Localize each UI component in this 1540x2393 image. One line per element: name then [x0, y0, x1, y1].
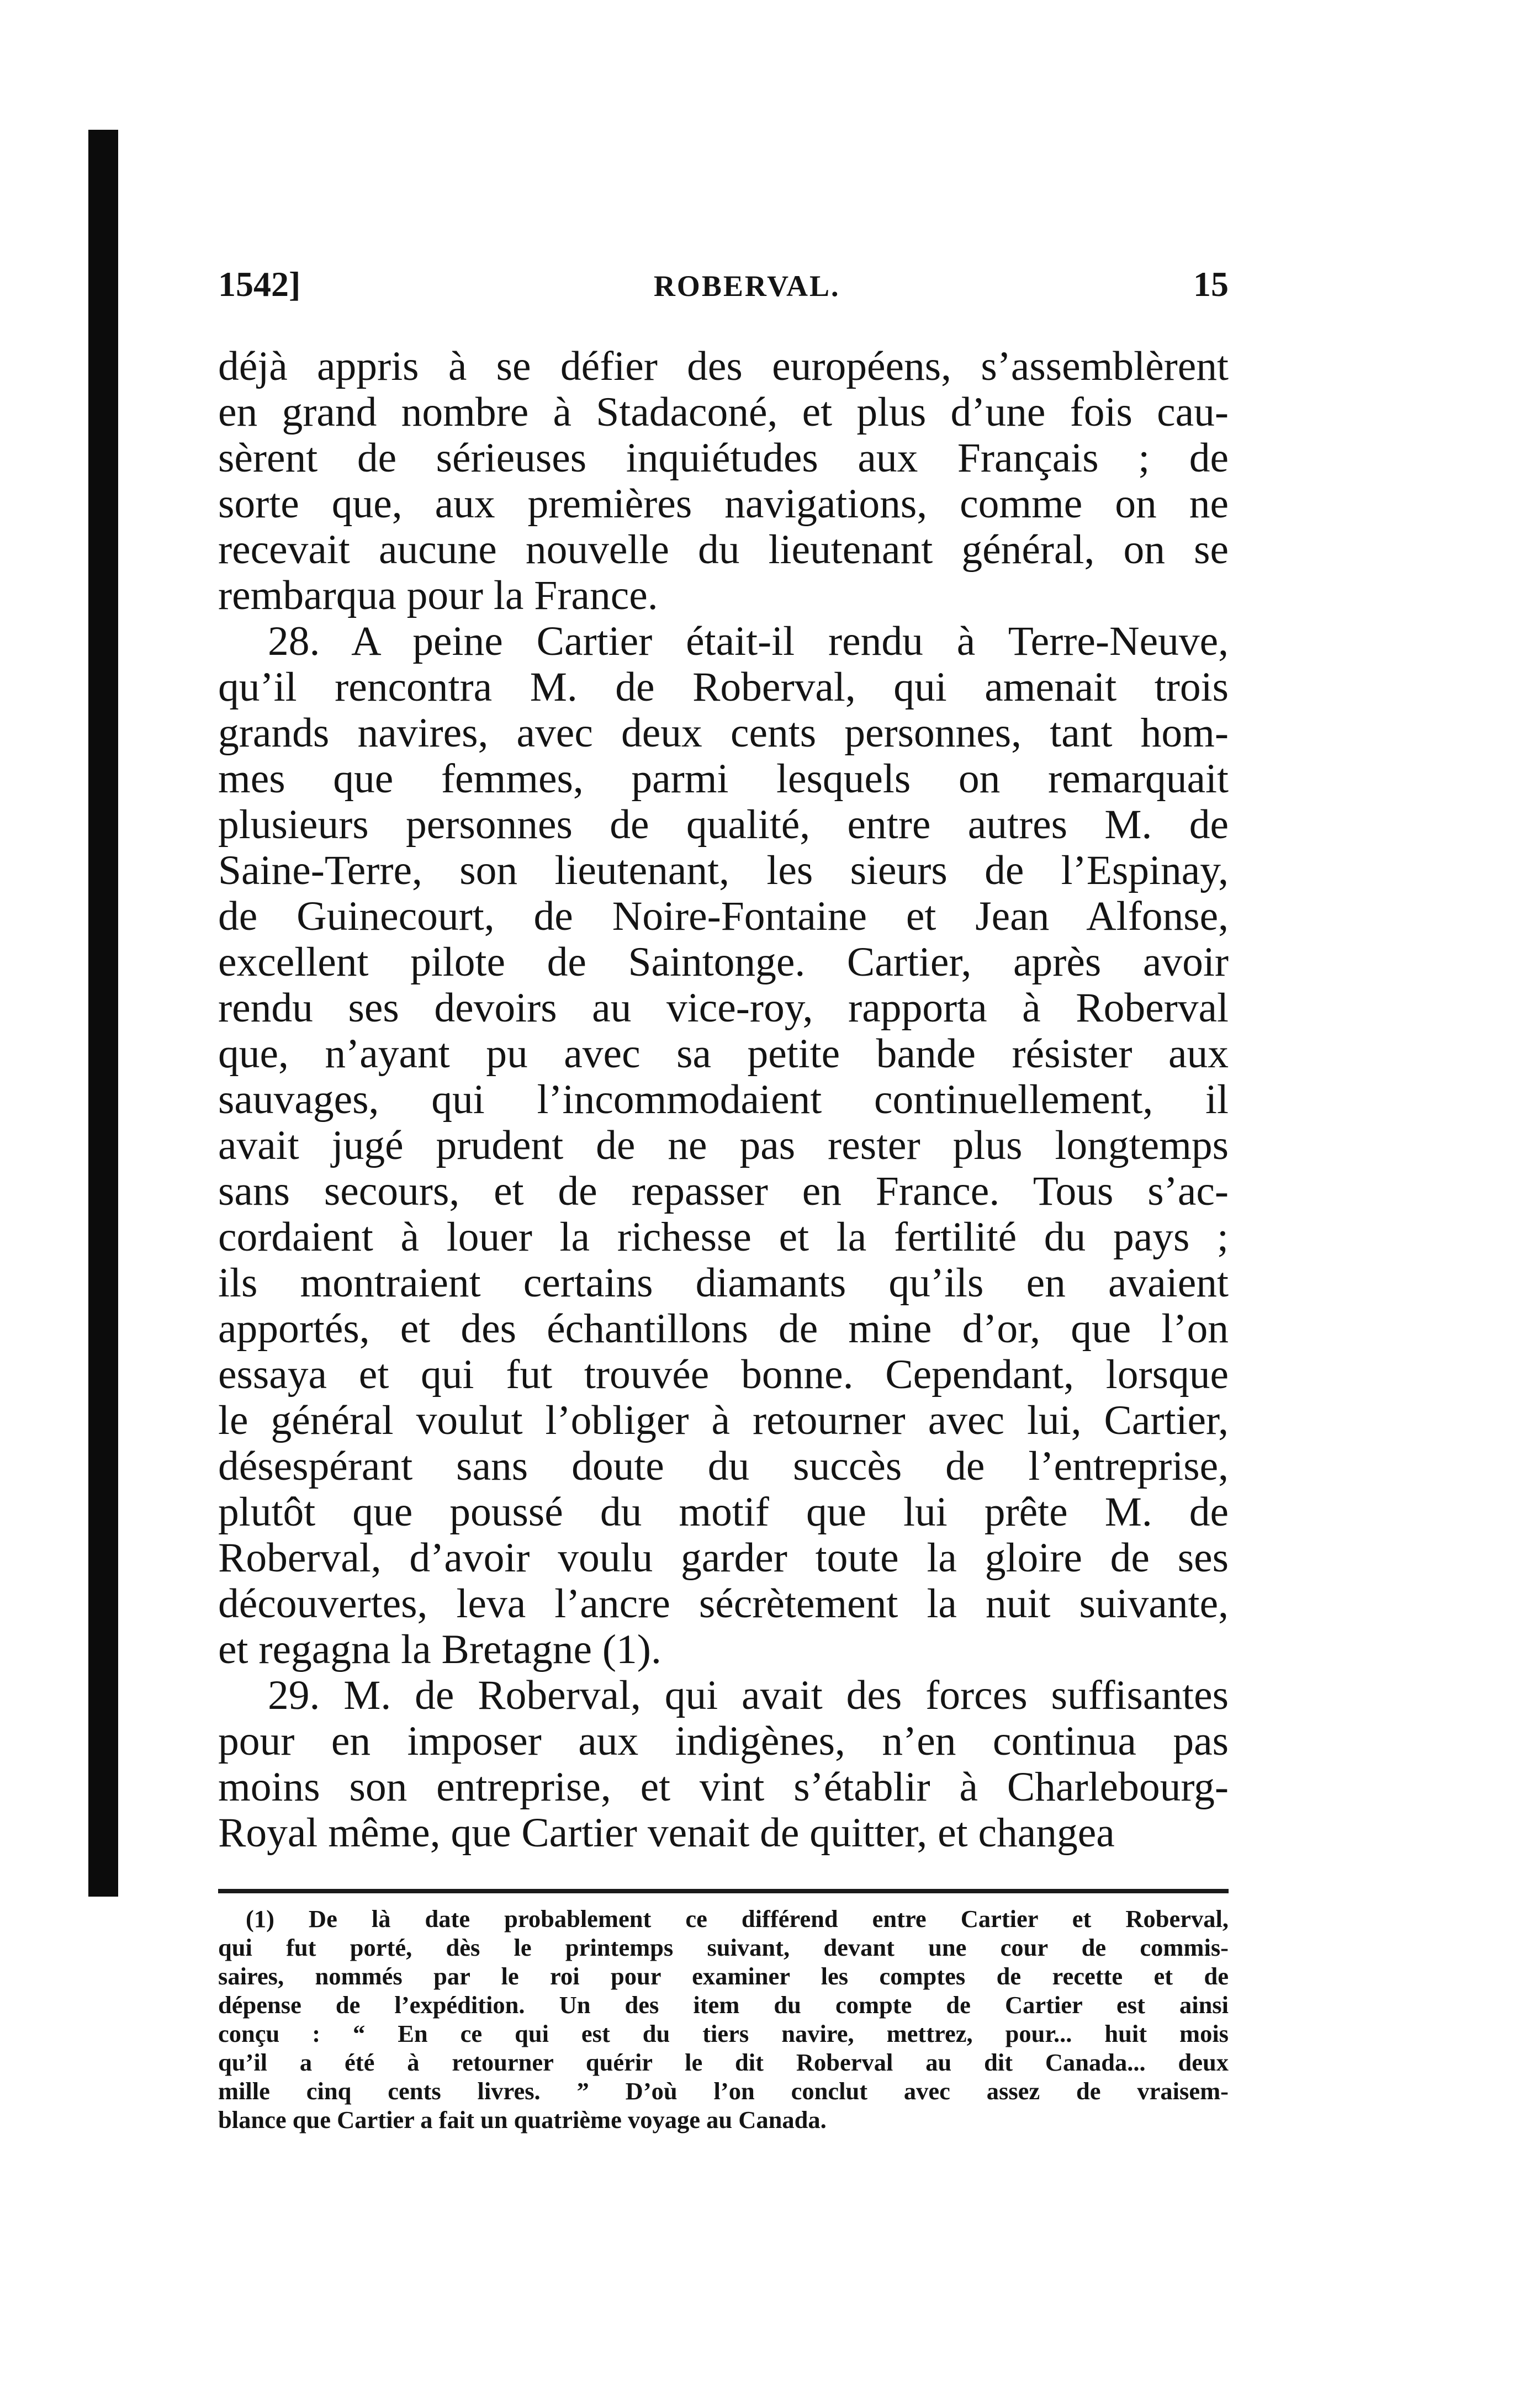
body-line: déjà appris à se défier des européens, s’assemblèrent: [218, 343, 1229, 389]
running-head: [218, 264, 1229, 319]
body-line: découvertes, leva l’ancre sécrètement la nuit suivante,: [218, 1581, 1229, 1627]
body-line: 29. M. de Roberval, qui avait des forces suffisantes: [268, 1672, 1229, 1718]
body-line: mes que femmes, parmi lesquels on remarquait: [218, 756, 1229, 802]
body-line: 28. A peine Cartier était-il rendu à Terre-Neuve,: [268, 618, 1229, 664]
body-line: rembarqua pour la France.: [218, 573, 658, 618]
body-line: que, n’ayant pu avec sa petite bande résister aux: [218, 1031, 1229, 1077]
running-head-title: ROBERVAL.: [653, 269, 840, 303]
body-line: en grand nombre à Stadaconé, et plus d’une fois cau-: [218, 389, 1229, 435]
footnote-line: dépense de l’expédition. Un des item du compte de Cartier est ainsi: [218, 1991, 1229, 2019]
footnote: [218, 1904, 1229, 2134]
page-number: 15: [1193, 264, 1229, 304]
scan-margin-bar: [88, 130, 118, 1897]
body-line: essaya et qui fut trouvée bonne. Cependant, lorsque: [218, 1352, 1229, 1397]
footnote-line: saires, nommés par le roi pour examiner les comptes de recette et de: [218, 1962, 1229, 1990]
body-line: Roberval, d’avoir voulu garder toute la gloire de ses: [218, 1535, 1229, 1581]
book-page: [218, 264, 1229, 2134]
body-text: [218, 343, 1229, 1856]
body-line: désespérant sans doute du succès de l’entreprise,: [218, 1443, 1229, 1489]
body-line: moins son entreprise, et vint s’établir à Charlebourg-: [218, 1764, 1229, 1810]
body-line: le général voulut l’obliger à retourner avec lui, Cartier,: [218, 1397, 1229, 1443]
body-line: rendu ses devoirs au vice-roy, rapporta à Roberval: [218, 985, 1229, 1031]
body-line: sauvages, qui l’incommodaient continuellement, il: [218, 1077, 1229, 1123]
footnote-rule: [218, 1889, 1229, 1893]
body-line: avait jugé prudent de ne pas rester plus longtemps: [218, 1123, 1229, 1168]
body-line: apportés, et des échantillons de mine d’or, que l’on: [218, 1306, 1229, 1352]
body-line: pour en imposer aux indigènes, n’en continua pas: [218, 1718, 1229, 1764]
footnote-line: mille cinq cents livres. ” D’où l’on conclut avec assez de vraisem-: [218, 2077, 1229, 2105]
body-line: sorte que, aux premières navigations, comme on ne: [218, 481, 1229, 527]
body-line: cordaient à louer la richesse et la fertilité du pays ;: [218, 1214, 1229, 1260]
body-line: Royal même, que Cartier venait de quitter, et changea: [218, 1810, 1115, 1856]
body-line: sèrent de sérieuses inquiétudes aux Français ; de: [218, 435, 1229, 481]
footnote-line: blance que Cartier a fait un quatrième voyage au Canada.: [218, 2106, 827, 2133]
body-line: plusieurs personnes de qualité, entre autres M. de: [218, 802, 1229, 848]
body-line: sans secours, et de repasser en France. Tous s’ac-: [218, 1168, 1229, 1214]
running-head-year: 1542]: [218, 264, 301, 304]
body-line: Saine-Terre, son lieutenant, les sieurs de l’Espinay,: [218, 848, 1229, 893]
body-line: qu’il rencontra M. de Roberval, qui amenait trois: [218, 664, 1229, 710]
body-line: ils montraient certains diamants qu’ils en avaient: [218, 1260, 1229, 1306]
body-line: et regagna la Bretagne (1).: [218, 1627, 661, 1672]
body-line: excellent pilote de Saintonge. Cartier, après avoir: [218, 939, 1229, 985]
body-line: plutôt que poussé du motif que lui prête M. de: [218, 1489, 1229, 1535]
footnote-line: qui fut porté, dès le printemps suivant, devant une cour de commis-: [218, 1934, 1229, 1961]
footnote-line: conçu : “ En ce qui est du tiers navire, mettrez, pour... huit mois: [218, 2020, 1229, 2047]
body-line: de Guinecourt, de Noire-Fontaine et Jean Alfonse,: [218, 893, 1229, 939]
footnote-line: qu’il a été à retourner quérir le dit Roberval au dit Canada... deux: [218, 2048, 1229, 2076]
body-line: recevait aucune nouvelle du lieutenant général, on se: [218, 527, 1229, 573]
body-line: grands navires, avec deux cents personnes, tant hom-: [218, 710, 1229, 756]
footnote-line: (1) De là date probablement ce différend entre Cartier et Roberval,: [246, 1905, 1229, 1933]
